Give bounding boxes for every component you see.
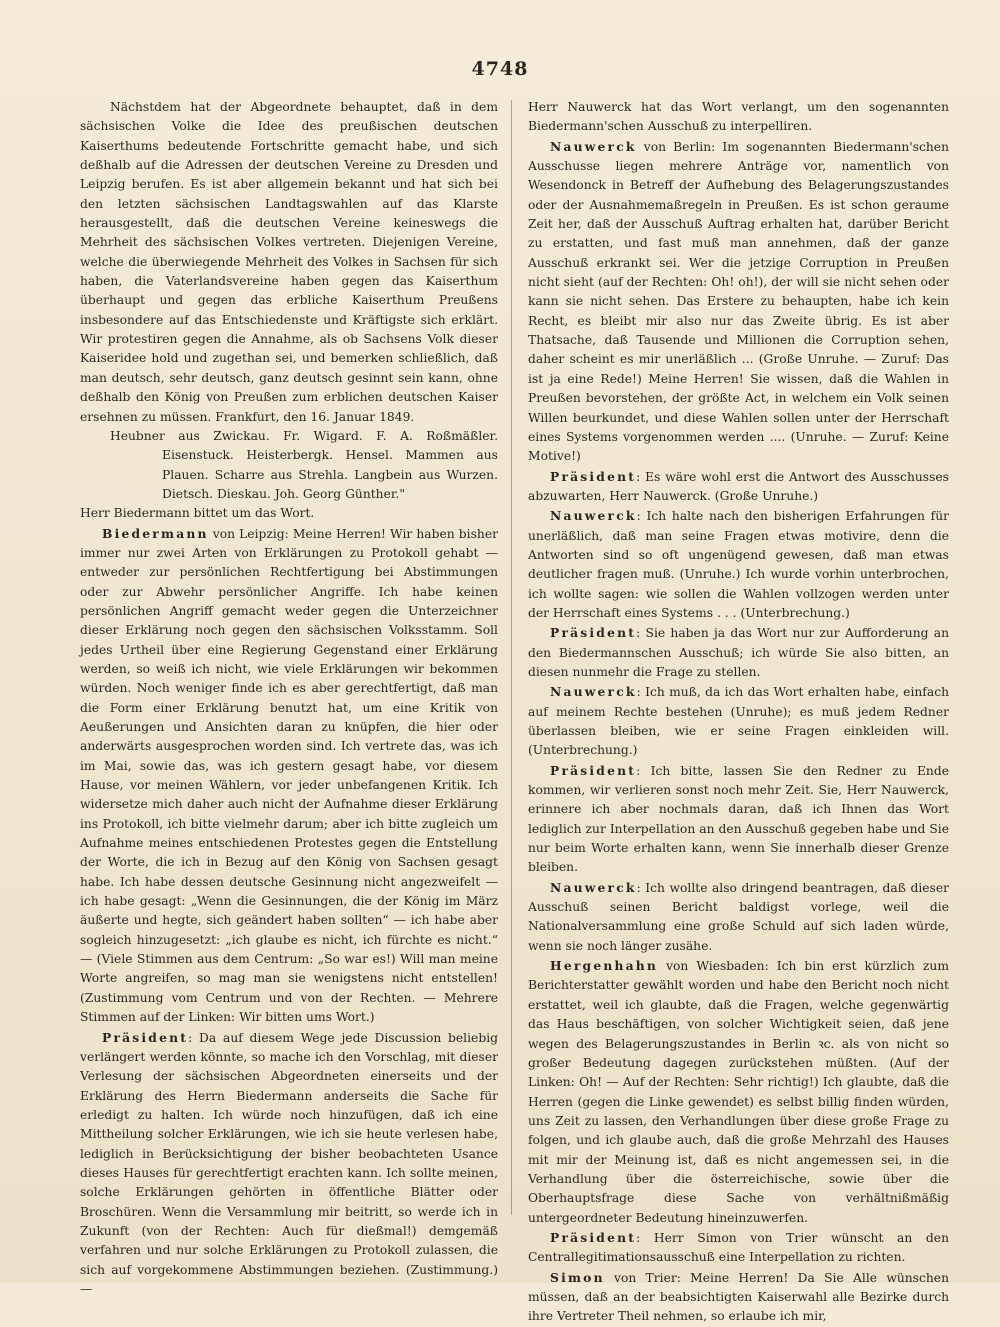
speaker-name: Biedermann (102, 525, 209, 541)
speech-text: : Sie haben ja das Wort nur zur Aufforderung an den Biedermannschen Ausschuß; ich würde Sie also bitten, an diesen nunmehr die Frage zu stellen. (528, 626, 949, 679)
interpellation-note: Herr Nauwerck hat das Wort verlangt, um den sogenannten Biedermann'schen Ausschuß zu interpelliren. (528, 100, 949, 134)
speaker-name: Nauwerck (550, 684, 637, 700)
speech-biedermann (80, 524, 498, 1028)
speech-text: : Ich muß, da ich das Wort erhalten habe, einfach auf meinem Rechte bestehen (Unruhe); es muß jedem Redner überlassen bleiben, wie er seine Fragen einkleiden will. (Unterbrechung.) (528, 685, 949, 758)
speech-text: von Leipzig: Meine Herren! Wir haben bisher immer nur zwei Arten von Erklärungen zu Protokoll gehabt — entweder zur persönlichen Rechtfertigung bei Abstimmungen oder zur Abwehr persönlicher Angriffe. Ich habe keinen persönlichen Angriff gemacht weder gegen die Unterzeichner dieser Erklärung noch gegen den sächsischen Volksstamm. Soll jedes Urtheil über eine Regierung Gegenstand einer Erklärung werden, so weiß ich nicht, wie viele Erklärungen wir bekommen würden. Noch weniger finde ich es aber gerechtfertigt, daß man die Form einer Erklärung benutzt hat, um eine Kritik von Aeußerungen und Ansichten daran zu knüpfen, die hier oder anderwärts ausgesprochen worden sind. Ich vertrete das, was ich im Mai, sowie das, was ich gestern gesagt habe, vor diesem Hause, vor meinen Wählern, vor jeder unbefangenen Kritik. Ich widersetze mich daher auch nicht der Aufnahme dieser Erklärung ins Protokoll, ich bitte vielmehr darum; aber ich bitte zugleich um Aufnahme meines entschiedenen Protestes gegen die Entstellung der Worte, die ich in Bezug auf den König von Sachsen gesagt habe. Ich habe dessen deutsche Gesinnung nicht angezweifelt — ich habe gesagt: „Wenn die Gesinnungen, die der König im März äußerte und hegte, sich geändert haben sollten“ — ich habe aber sogleich hinzugesetzt: „ich glaube es nicht, ich fürchte es nicht.“ — (Viele Stimmen aus dem Centrum: „So war es!) Will man meine Worte angreifen, so mag man sie wenigstens nicht entstellen! (Zustimmung vom Centrum und von der Rechten. — Mehrere Stimmen auf der Linken: Wir bitten ums Wort.) (80, 526, 498, 1025)
request-floor-note: Herr Biedermann bittet um das Wort. (80, 506, 315, 521)
page-number: 4748 (471, 58, 529, 80)
speech-text: von Wiesbaden: Ich bin erst kürzlich zum Berichterstatter gewählt worden und habe den Bericht noch nicht erstattet, weil ich glaubte, daß die Fragen, welche gegenwärtig das Haus beschäftigen, von solcher Wichtigkeit seien, daß jene wegen des Belagerungszustandes in Berlin ꝛc. als von nicht so großer Bedeutung dagegen zurückstehen müßten. (Auf der Linken: Oh! — Auf der Rechten: Sehr richtig!) Ich glaubte, daß die Herren (gegen die Linke gewendet) es selbst billig finden würden, uns Zeit zu lassen, den Verhandlungen über diese große Frage zu folgen, und ich glaube auch, daß die große Mehrzahl des Hauses mit mir der Meinung ist, daß es nicht angemessen sei, in die Verhandlung über die österreichische, sowie über die Oberhauptsfrage diese Sache von verhältnißmäßig untergeordneter Bedeutung hineinzuwerfen. (528, 959, 949, 1225)
speech-nauwerck (528, 506, 949, 623)
speech-nauwerck (528, 682, 949, 760)
speech-text: : Ich halte nach den bisherigen Erfahrungen für unerläßlich, daß man seine Fragen etwas motivire, denn die Antworten sind so oft ungenügend gewesen, daß man etwas deutlicher fragen muß. (Unruhe.) Ich wurde vorhin unterbrochen, ich wollte sagen: wie sollen die Wahlen vollzogen werden unter der Herrschaft eines Systems . . . (Unterbrechung.) (528, 509, 949, 620)
speaker-name: Simon (550, 1269, 605, 1285)
speaker-name: Präsident (550, 762, 637, 778)
speaker-name: Nauwerck (550, 879, 637, 895)
right-column (528, 98, 949, 1327)
speech-text: : Herr Simon von Trier wünscht an den Centrallegitimationsausschuß eine Interpellation zu richten. (528, 1230, 949, 1265)
speaker-name: Nauwerck (550, 508, 637, 524)
speaker-name: Präsident (102, 1029, 189, 1045)
speech-nauwerck (528, 878, 949, 956)
speaker-name: Präsident (550, 1229, 637, 1245)
speech-text: : Ich bitte, lassen Sie den Redner zu Ende kommen, wir verlieren sonst noch mehr Zeit. Sie, Herr Nauwerck, erinnere ich aber nochmals daran, daß ich Ihnen das Wort lediglich zur Interpellation an den Ausschuß gegeben habe und Sie nur beim Worte erhalten kann, wenn Sie innerhalb dieser Grenze bleiben. (528, 763, 949, 875)
speech-text: von Berlin: Im sogenannten Biedermann'schen Ausschusse liegen mehrere Anträge vor, namentlich von Wesendonck in Betreff der Aufhebung des Belagerungszustandes oder der Ausnahmemaßregeln in Preußen. Es ist schon geraume Zeit her, daß der Ausschuß Auftrag erhalten hat, darüber Bericht zu erstatten, und fast muß man annehmen, daß der ganze Ausschuß erkrankt sei. Wer die jetzige Corruption in Preußen nicht sieht (auf der Rechten: Oh! oh!), der will sie nicht sehen oder kann sie nicht sehen. Das Erstere zu behaupten, habe ich kein Recht, es bleibt mir also nur das Zweite übrig. Es ist aber Thatsache, daß Tausende und Millionen die Corruption sehen, daher scheint es mir unerläßlich ... (Große Unruhe. — Zuruf: Das ist ja eine Rede!) Meine Herren! Sie wissen, daß die Wahlen in Preußen bevorstehen, der größte Act, in welchem ein Volk seinen Willen beurkundet, und diese Wahlen sollen unter der Herrschaft eines Systems vorgenommen werden .... (Unruhe. — Zuruf: Keine Motive!) (528, 139, 949, 464)
speech-text: : Ich wollte also dringend beantragen, daß dieser Ausschuß seinen Bericht baldigst vorlege, weil die Nationalversammlung eine große Schuld auf sich laden würde, wenn sie noch länger zusähe. (528, 880, 949, 953)
declaration-paragraph: Nächstdem hat der Abgeordnete behauptet, daß in dem sächsischen Volke die Idee des preußischen deutschen Kaiserthums bedeutende Fortschritte gemacht habe, und sich deßhalb auf die Adressen der deutschen Vereine zu Dresden und Leipzig berufen. Es ist aber allgemein bekannt und hat sich bei den letzten sächsischen Landtagswahlen auf das Klarste herausgestellt, daß die deutschen Vereine keineswegs die Mehrheit des sächsischen Volkes vertreten. Diejenigen Vereine, welche die überwiegende Mehrheit des Volkes in Sachsen für sich haben, die Vaterlandsvereine haben gegen das Kaiserthum überhaupt und gegen das erbliche Kaiserthum Preußens insbesondere auf das Entschiedenste und Kräftigste sich erklärt. Wir protestiren gegen die Annahme, als ob Sachsens Volk dieser Kaiseridee hold und zugethan sei, und bemerken schließlich, daß man deutsch, sehr deutsch, ganz deutsch gesinnt sein kann, ohne deßhalb den König von Preußen zum erblichen deutschen Kaiser ersehnen zu müssen. Frankfurt, den 16. Januar 1849. (80, 100, 498, 424)
left-column (80, 98, 498, 1299)
speech-text: von Trier: Meine Herren! Da Sie Alle wünschen müssen, daß an der beabsichtigten Kaiserwahl alle Bezirke durch ihre Vertreter Theil nehmen, so erlaube ich mir, (528, 1270, 949, 1324)
speaker-name: Hergenhahn (550, 958, 659, 974)
speech-text: : Da auf diesem Wege jede Discussion beliebig verlängert werden könnte, so mache ich den Vorschlag, mit dieser Verlesung der sächsischen Abgeordneten einerseits und der Erklärung des Herrn Biedermann anderseits die Sache für erledigt zu halten. Ich würde noch hinzufügen, daß ich eine Mittheilung solcher Erklärungen, wie ich sie heute verlesen habe, lediglich in Berücksichtigung der bisher beobachteten Usance dieses Hauses für gerechtfertigt erachten kann. Ich sollte meinen, solche Erklärungen gehörten in öffentliche Blätter oder Broschüren. Wenn die Versammlung mir beitritt, so werde ich in Zukunft (von der Rechten: Auch für dießmal!) demgemäß verfahren und nur solche Erklärungen zu Protokoll zulassen, die sich auf vorgekommene Abstimmungen beziehen. (Zustimmung.)— (80, 1030, 498, 1296)
signatures: Heubner aus Zwickau. Fr. Wigard. F. A. Roßmäßler. Eisenstuck. Heisterbergk. Hensel. Mammen aus Plauen. Scharre aus Strehla. Langbein aus Wurzen. Dietsch. Dieskau. Joh. Georg Günther." (110, 428, 498, 501)
speech-praesident (528, 1228, 949, 1268)
speech-praesident (528, 761, 949, 878)
speaker-name: Nauwerck (550, 138, 637, 154)
speech-hergenhahn (528, 956, 949, 1228)
speaker-name: Präsident (550, 625, 637, 641)
speech-praesident (528, 467, 949, 507)
speech-praesident (528, 623, 949, 682)
speech-nauwerck (528, 137, 949, 467)
speech-praesident (80, 1028, 498, 1300)
speech-simon (528, 1268, 949, 1327)
speech-text: : Es wäre wohl erst die Antwort des Ausschusses abzuwarten, Herr Nauwerck. (Große Unruhe.) (528, 469, 949, 503)
column-divider (511, 100, 512, 1215)
speaker-name: Präsident (550, 468, 637, 484)
